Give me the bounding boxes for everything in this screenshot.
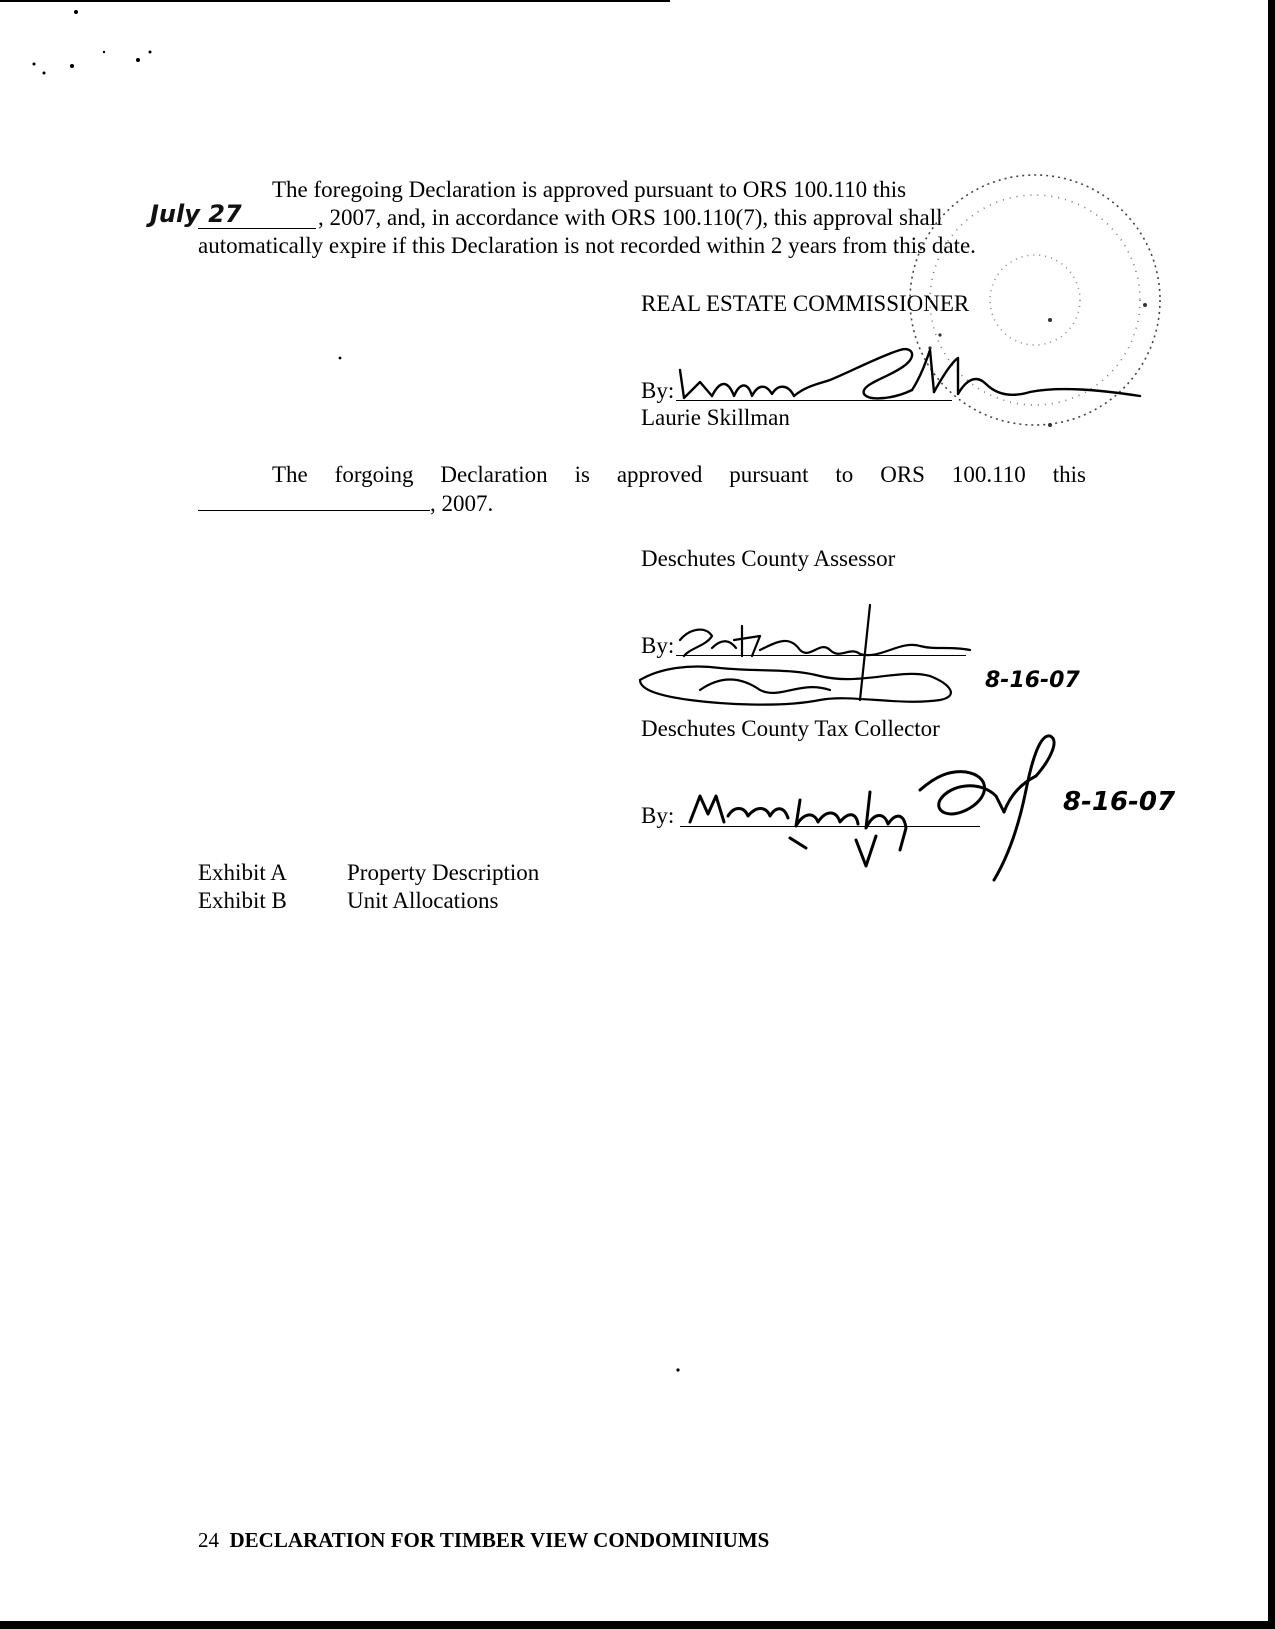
scan-border-right <box>1268 0 1275 1629</box>
approval2-word: is <box>574 462 590 487</box>
commissioner-by-label: By: <box>641 378 675 403</box>
exhibit-b-description: Unit Allocations <box>347 888 499 913</box>
approval1-date-line <box>198 228 316 229</box>
approval1-line2: , 2007, and, in accordance with ORS 100.110(7), this approval shall <box>318 205 943 230</box>
tax-collector-signature-line <box>680 826 980 827</box>
assessor-title: Deschutes County Assessor <box>641 546 896 571</box>
exhibit-a-label: Exhibit A <box>198 860 287 885</box>
seal-marks <box>928 303 1147 427</box>
scan-border-bottom <box>0 1621 1275 1629</box>
scan-border-top <box>0 0 670 2</box>
approval2-year: , 2007. <box>430 491 494 516</box>
tax-collector-title: Deschutes County Tax Collector <box>641 716 940 741</box>
commissioner-signature-line <box>676 400 952 401</box>
tax-collector-by-label: By: <box>641 803 675 828</box>
approval2-word: this <box>1052 462 1086 487</box>
approval2-word: pursuant <box>729 462 809 487</box>
approval1-handwritten-date: July 27 <box>150 200 242 228</box>
tax-collector-handwritten-date: 8-16-07 <box>1063 787 1176 817</box>
commissioner-name: Laurie Skillman <box>641 405 790 430</box>
assessor-by-label: By: <box>641 633 675 658</box>
approval2-word: 100.110 <box>951 462 1026 487</box>
approval2-blank-date-line <box>198 490 430 511</box>
approval2-word: approved <box>616 462 703 487</box>
commissioner-signature <box>680 349 1140 398</box>
approval2-line2 <box>198 490 493 518</box>
assessor-handwritten-date: 8-16-07 <box>985 668 1080 693</box>
approval2-word: ORS <box>880 462 925 487</box>
page-footer <box>198 1526 769 1554</box>
tax-collector-signature <box>690 736 1054 880</box>
exhibit-a-description: Property Description <box>347 860 540 885</box>
approval2-word: The <box>272 462 308 487</box>
assessor-signature-line <box>676 655 966 656</box>
approval2-word: to <box>835 462 854 487</box>
approval2-line1 <box>272 461 1086 489</box>
approval1-line3: automatically expire if this Declaration is not recorded within 2 years from this date. <box>198 233 976 258</box>
commissioner-title: REAL ESTATE COMMISSIONER <box>641 291 970 316</box>
approval2-word: forgoing <box>334 462 414 487</box>
approval1-line1: The foregoing Declaration is approved pursuant to ORS 100.110 this <box>272 177 907 202</box>
approval2-word: Declaration <box>440 462 548 487</box>
exhibit-b-label: Exhibit B <box>198 888 287 913</box>
page-number: 24 <box>198 1528 219 1552</box>
document-title: DECLARATION FOR TIMBER VIEW CONDOMINIUMS <box>229 1528 770 1552</box>
